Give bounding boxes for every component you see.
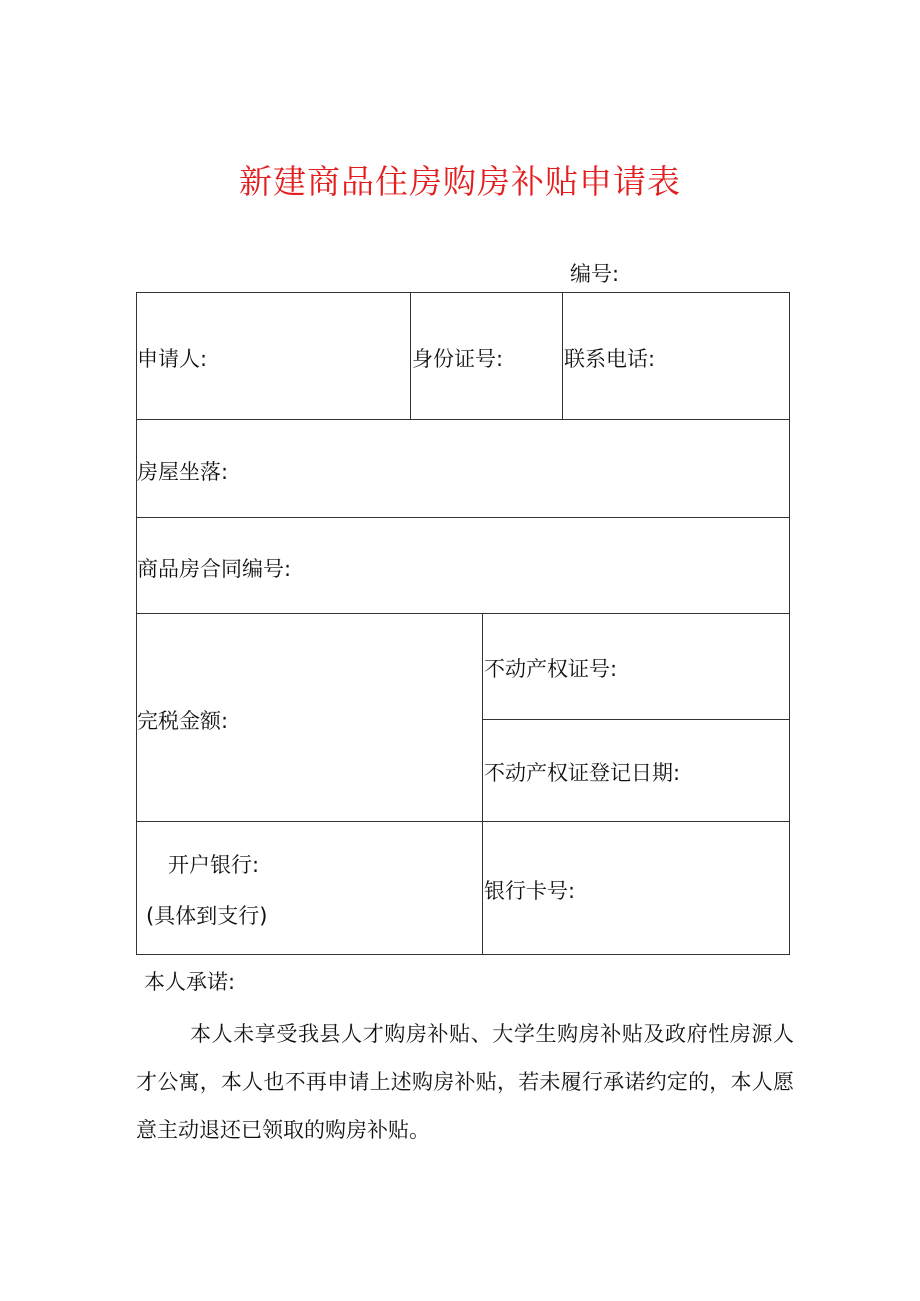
table-border-left [136,292,137,955]
house-location-label: 房屋坐落: [137,460,229,484]
col-divider [482,613,483,955]
table-border-bottom [136,954,790,955]
tax-amount-label: 完税金额: [137,709,229,733]
form-title: 新建商品住房购房补贴申请表 [239,162,681,201]
applicant-label: 申请人: [137,347,208,371]
col-divider [562,292,563,420]
row-divider [136,517,790,518]
table-border-top [136,292,790,293]
row-divider [482,719,790,720]
promise-heading: 本人承诺: [144,970,236,994]
row-divider [136,419,790,420]
property-cert-date-label: 不动产权证登记日期: [484,761,681,785]
promise-text: 本人未享受我县人才购房补贴、大学生购房补贴及政府性房源人才公寓，本人也不再申请上述购房补贴，若未履行承诺约定的，本人愿意主动退还已领取的购房补贴。 [136,1022,794,1142]
bank-card-label: 银行卡号: [484,879,576,903]
application-form-table [136,292,790,955]
table-border-right [789,292,790,955]
property-cert-number-label: 不动产权证号: [484,657,618,681]
bank-name-label: 开户银行: [168,853,260,877]
phone-label: 联系电话: [564,347,656,371]
contract-number-label: 商品房合同编号: [137,557,292,581]
id-number-label: 身份证号: [412,347,504,371]
serial-number-label: 编号: [570,262,620,286]
col-divider [410,292,411,420]
row-divider [136,821,790,822]
bank-branch-note: (具体到支行) [146,904,268,928]
row-divider [136,613,790,614]
